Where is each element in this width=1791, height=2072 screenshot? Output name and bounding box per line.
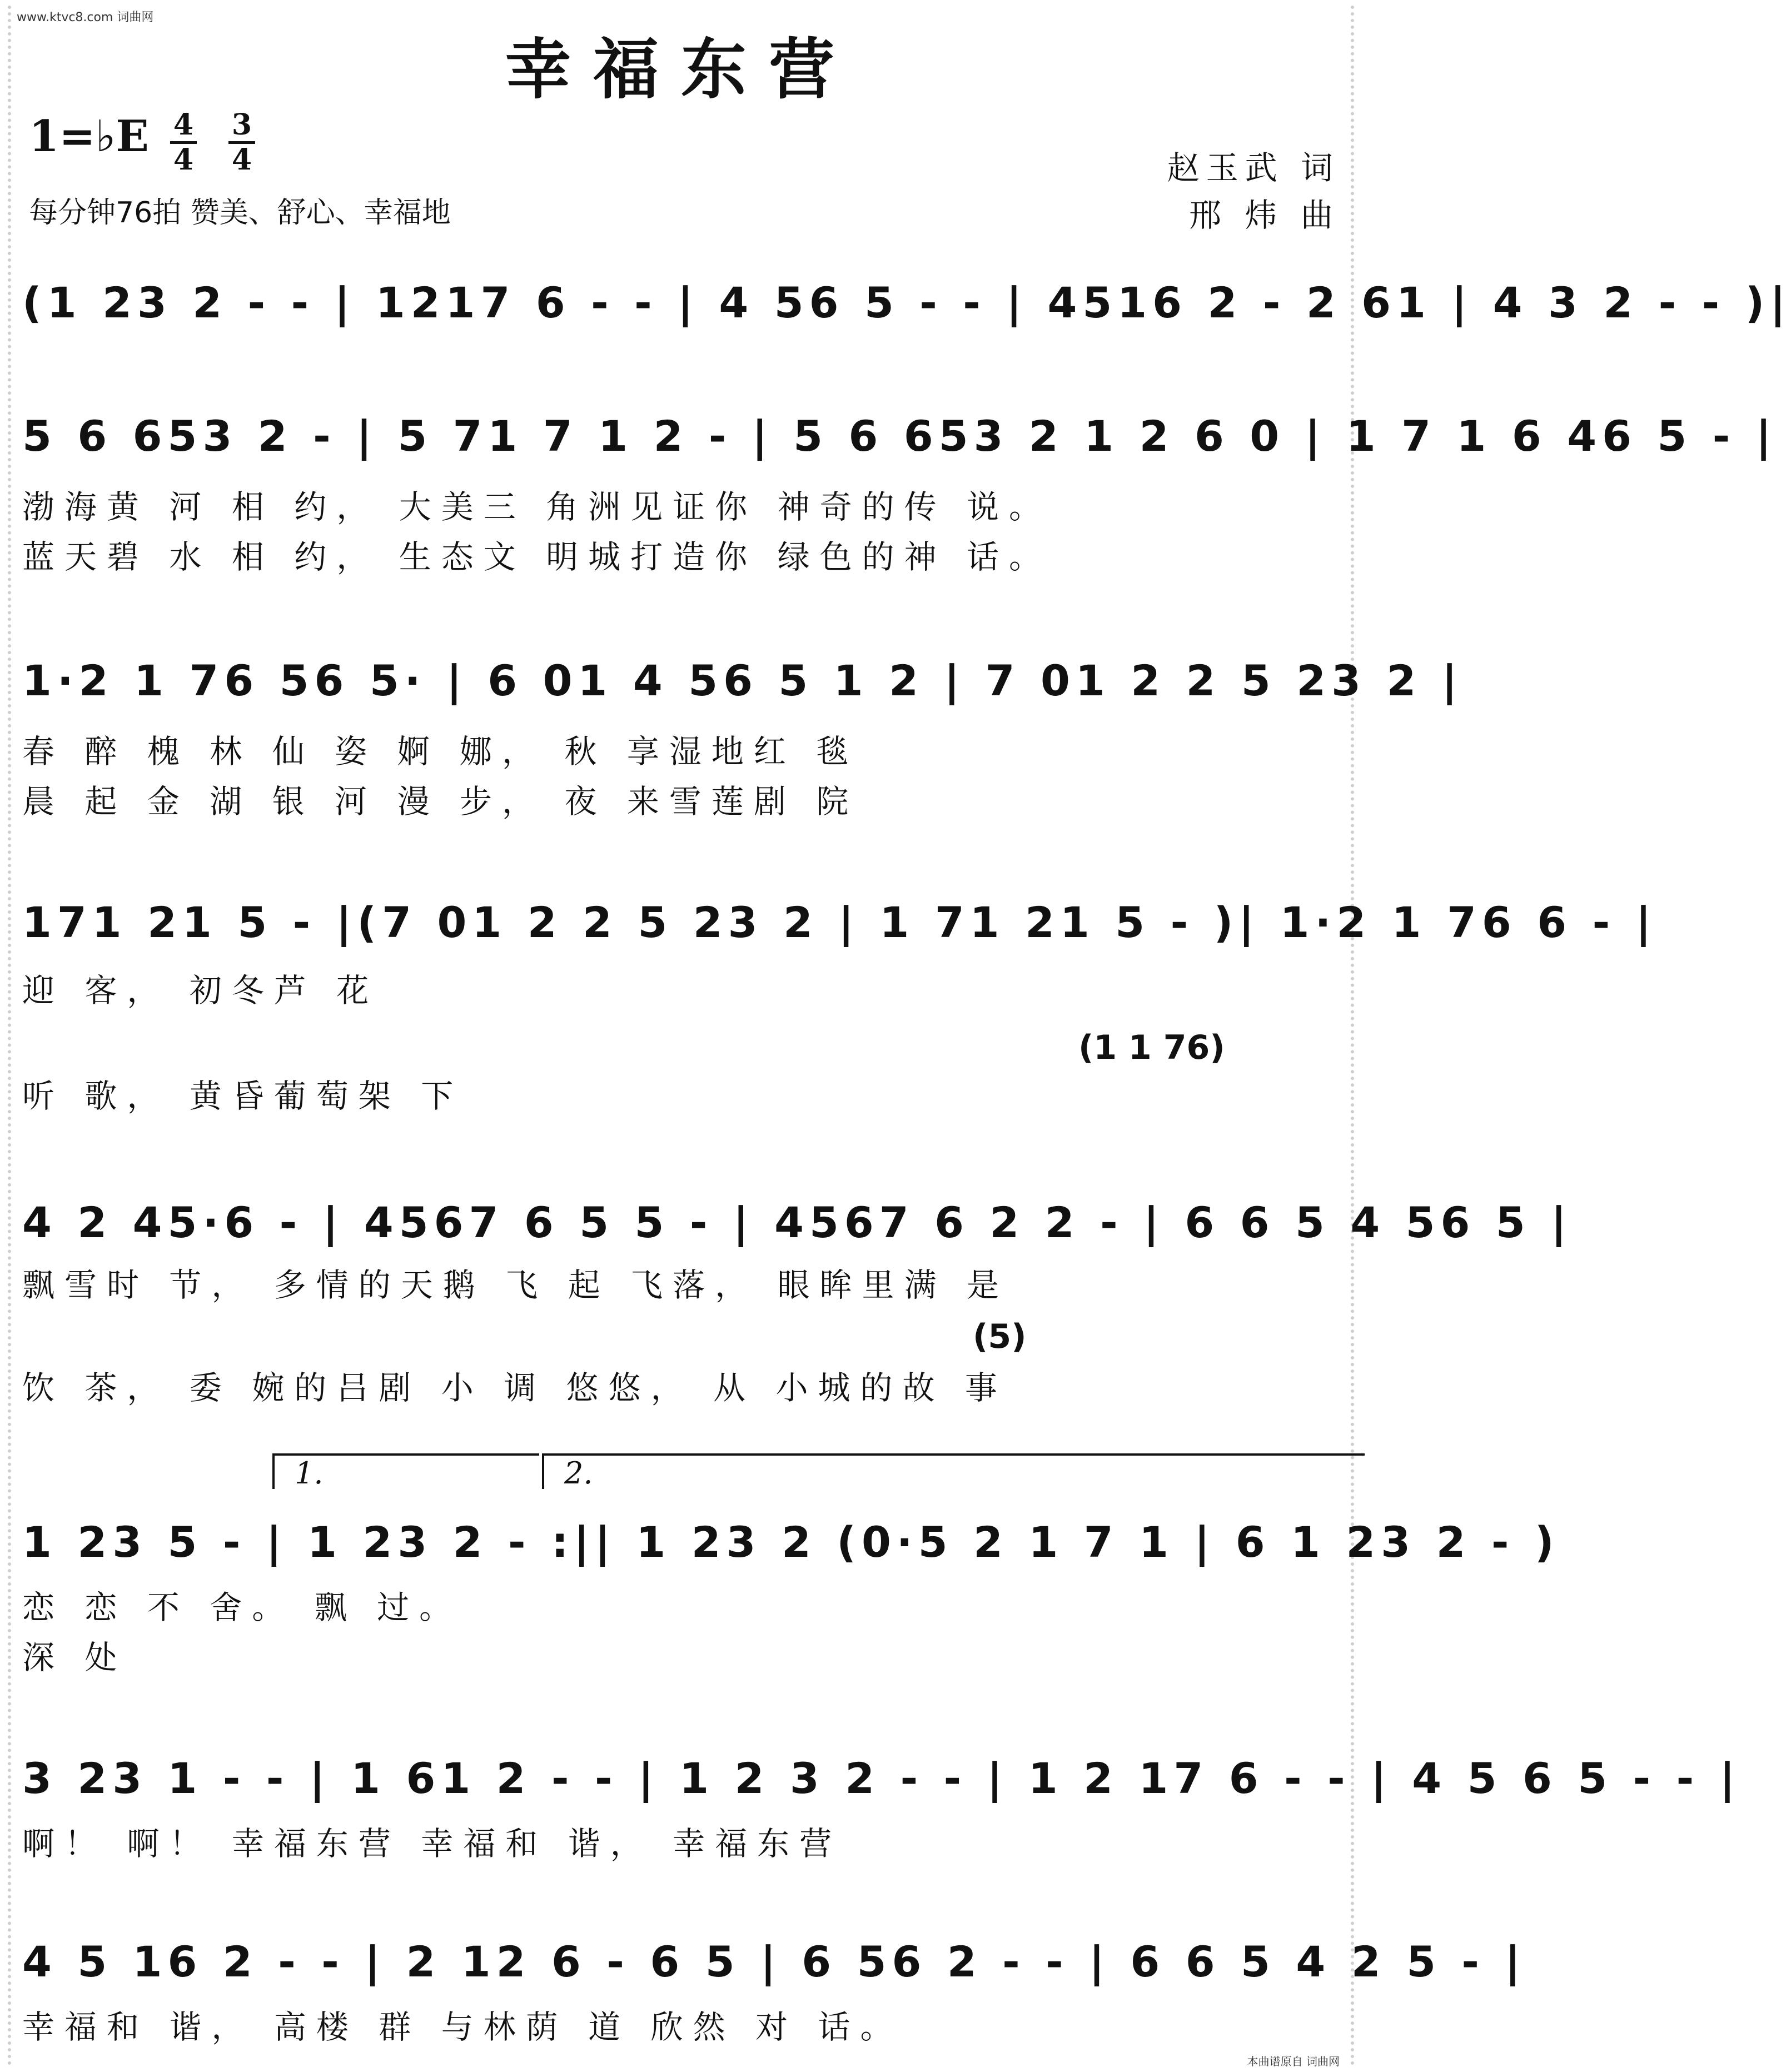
notation-line: 4 5 16 2 - - | 2 12 6 - 6 5 | 6 56 2 - - | 6 6 5 4 2 5 - | (22, 1937, 1526, 1986)
time-sig-top: 4 (173, 108, 194, 142)
time-sig-bottom: 4 (173, 143, 194, 177)
lyric-verse-1: 飘雪时 节， 多情的天鹅 飞 起 飞落， 眼眸里满 是 (22, 1266, 1009, 1304)
lyric-verse-2: 蓝天碧 水 相 约， 生态文 明城打造你 绿色的神 话。 (22, 538, 1052, 576)
lyric-line: 幸福和 谐， 高楼 群 与林荫 道 欣然 对 话。 (22, 2008, 903, 2046)
lyric-verse-2: 深 处 (22, 1638, 127, 1676)
site-watermark-top: www.ktvc8.com 词曲网 (17, 11, 154, 24)
lyric-verse-1: 渤海黄 河 相 约， 大美三 角洲见证你 神奇的传 说。 (22, 488, 1052, 526)
composer-credit: 邢 炜 曲 (1189, 196, 1340, 234)
time-signature-1 (167, 109, 200, 176)
notation-line: 1 23 5 - | 1 23 2 - :|| 1 23 2 (0·5 2 1 7 1 | 6 1 23 2 - ) (22, 1517, 1560, 1567)
alt-notes-verse-2: (5) (973, 1317, 1027, 1356)
notation-line: 5 6 653 2 - | 5 71 7 1 2 - | 5 6 653 2 1 2 6 0 | 1 7 1 6 46 5 - | (22, 411, 1777, 461)
time-signature-2 (225, 109, 258, 176)
lyric-verse-2: 晨 起 金 湖 银 河 漫 步， 夜 来雪莲剧 院 (22, 783, 859, 820)
lyric-verse-2: 饮 茶， 委 婉的吕剧 小 调 悠悠， 从 小城的故 事 (22, 1369, 1007, 1407)
site-watermark-bottom: 本曲谱原自 词曲网 (1247, 2055, 1340, 2068)
notation-line: 4 2 45·6 - | 4567 6 5 5 - | 4567 6 2 2 - | 6 6 5 4 56 5 | (22, 1198, 1572, 1247)
lyric-line: 啊！ 啊！ 幸福东营 幸福和 谐， 幸福东营 (22, 1825, 842, 1862)
key-signature: 1=♭E (29, 111, 149, 162)
notation-line: 171 21 5 - |(7 01 2 2 5 23 2 | 1 71 21 5 - )| 1·2 1 76 6 - | (22, 898, 1657, 947)
alt-notes-verse-2: (1 1 76) (1078, 1028, 1225, 1067)
notation-line: (1 23 2 - - | 1217 6 - - | 4 56 5 - - | 4516 2 - 2 61 | 4 3 2 - - )| (22, 278, 1791, 327)
time-sig-bottom: 4 (231, 143, 252, 177)
lyric-verse-2: 听 歌， 黄昏葡萄架 下 (22, 1077, 464, 1115)
tempo-marking: 每分钟76拍 赞美、舒心、幸福地 (29, 196, 451, 230)
notation-line: 3 23 1 - - | 1 61 2 - - | 1 2 3 2 - - | 1 2 17 6 - - | 4 5 6 5 - - | (22, 1754, 1741, 1803)
volta-second-ending: 2. (542, 1453, 1365, 1489)
lyric-verse-1: 恋 恋 不 舍。 飘 过。 (22, 1588, 462, 1626)
lyricist-credit: 赵玉武 词 (1167, 149, 1340, 187)
lyric-verse-1: 迎 客， 初冬芦 花 (22, 972, 379, 1009)
lyric-verse-1: 春 醉 槐 林 仙 姿 婀 娜， 秋 享湿地红 毯 (22, 733, 859, 770)
volta-first-ending: 1. (272, 1453, 539, 1489)
time-sig-top: 3 (231, 108, 252, 142)
song-title: 幸福东营 (505, 31, 857, 108)
notation-line: 1·2 1 76 56 5· | 6 01 4 56 5 1 2 | 7 01 2 2 5 23 2 | (22, 656, 1463, 705)
